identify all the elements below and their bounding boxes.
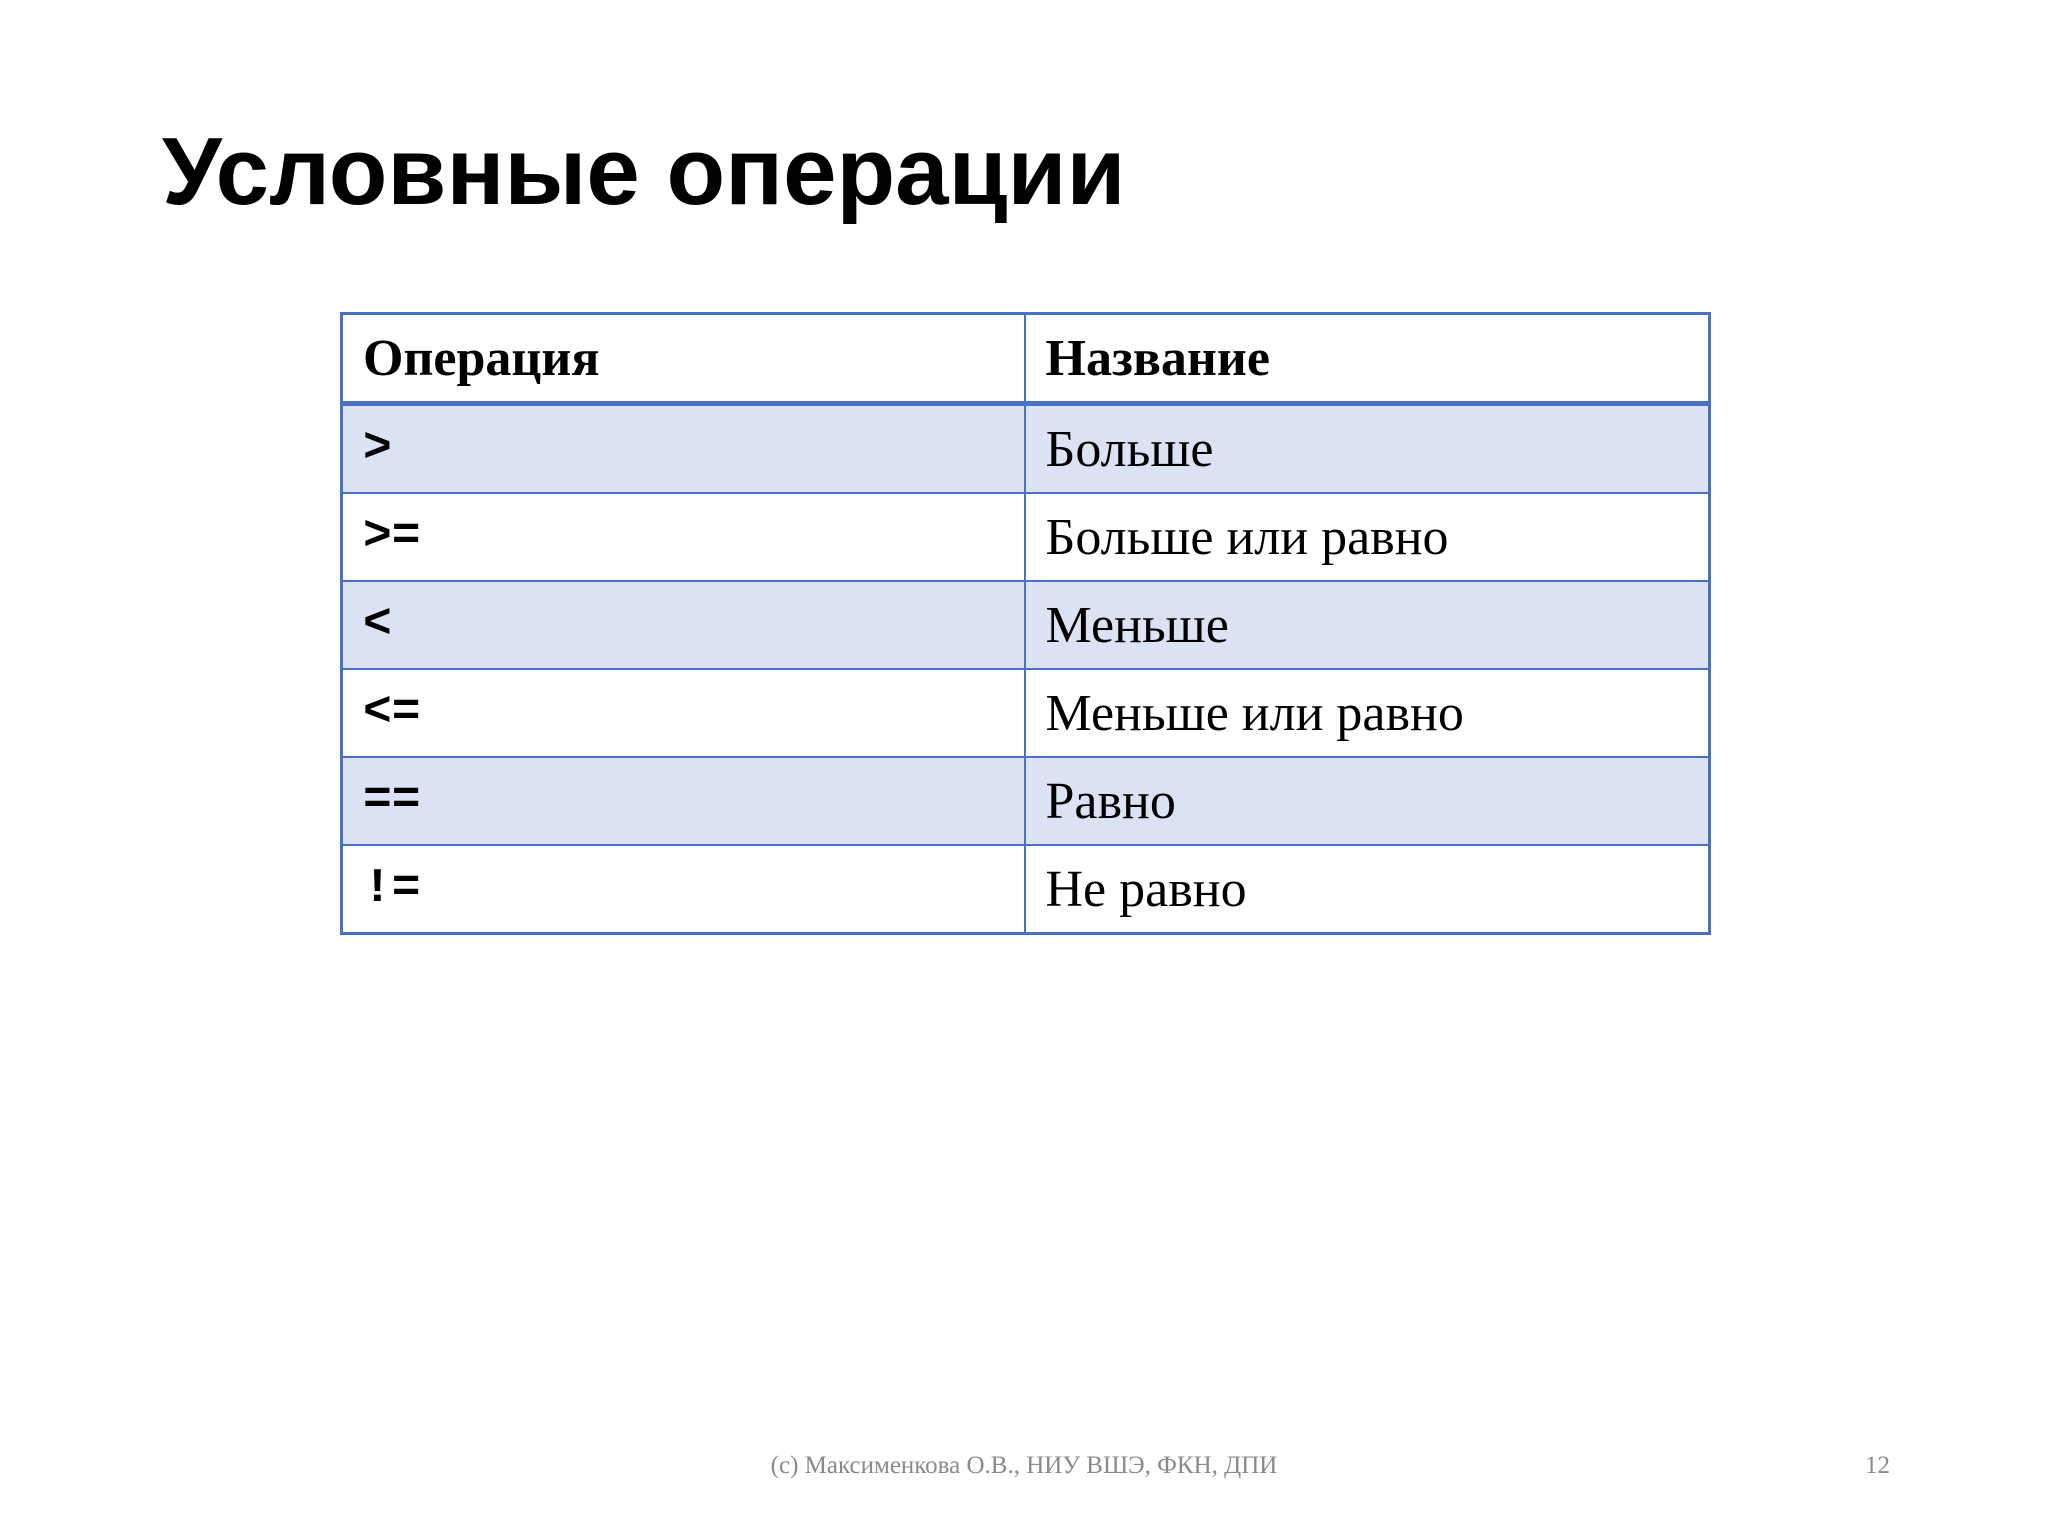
operation-cell: < <box>342 581 1025 669</box>
slide-title: Условные операции <box>162 118 1126 225</box>
table-row <box>342 669 1710 757</box>
table-header-row <box>342 314 1710 404</box>
name-cell: Меньше <box>1025 581 1710 669</box>
table-row <box>342 845 1710 934</box>
name-cell: Больше или равно <box>1025 493 1710 581</box>
table-row <box>342 581 1710 669</box>
operation-cell: != <box>342 845 1025 934</box>
operation-cell: == <box>342 757 1025 845</box>
table-row <box>342 493 1710 581</box>
table-row <box>342 757 1710 845</box>
name-cell: Не равно <box>1025 845 1710 934</box>
table-row <box>342 404 1710 494</box>
operation-cell: > <box>342 404 1025 494</box>
page-number: 12 <box>1865 1452 1890 1479</box>
operations-table <box>340 312 1711 935</box>
operation-cell: >= <box>342 493 1025 581</box>
footer-credit: (с) Максименкова О.В., НИУ ВШЭ, ФКН, ДПИ <box>770 1452 1278 1479</box>
header-operation: Операция <box>342 314 1025 404</box>
header-name: Название <box>1025 314 1710 404</box>
name-cell: Больше <box>1025 404 1710 494</box>
name-cell: Меньше или равно <box>1025 669 1710 757</box>
operation-cell: <= <box>342 669 1025 757</box>
name-cell: Равно <box>1025 757 1710 845</box>
